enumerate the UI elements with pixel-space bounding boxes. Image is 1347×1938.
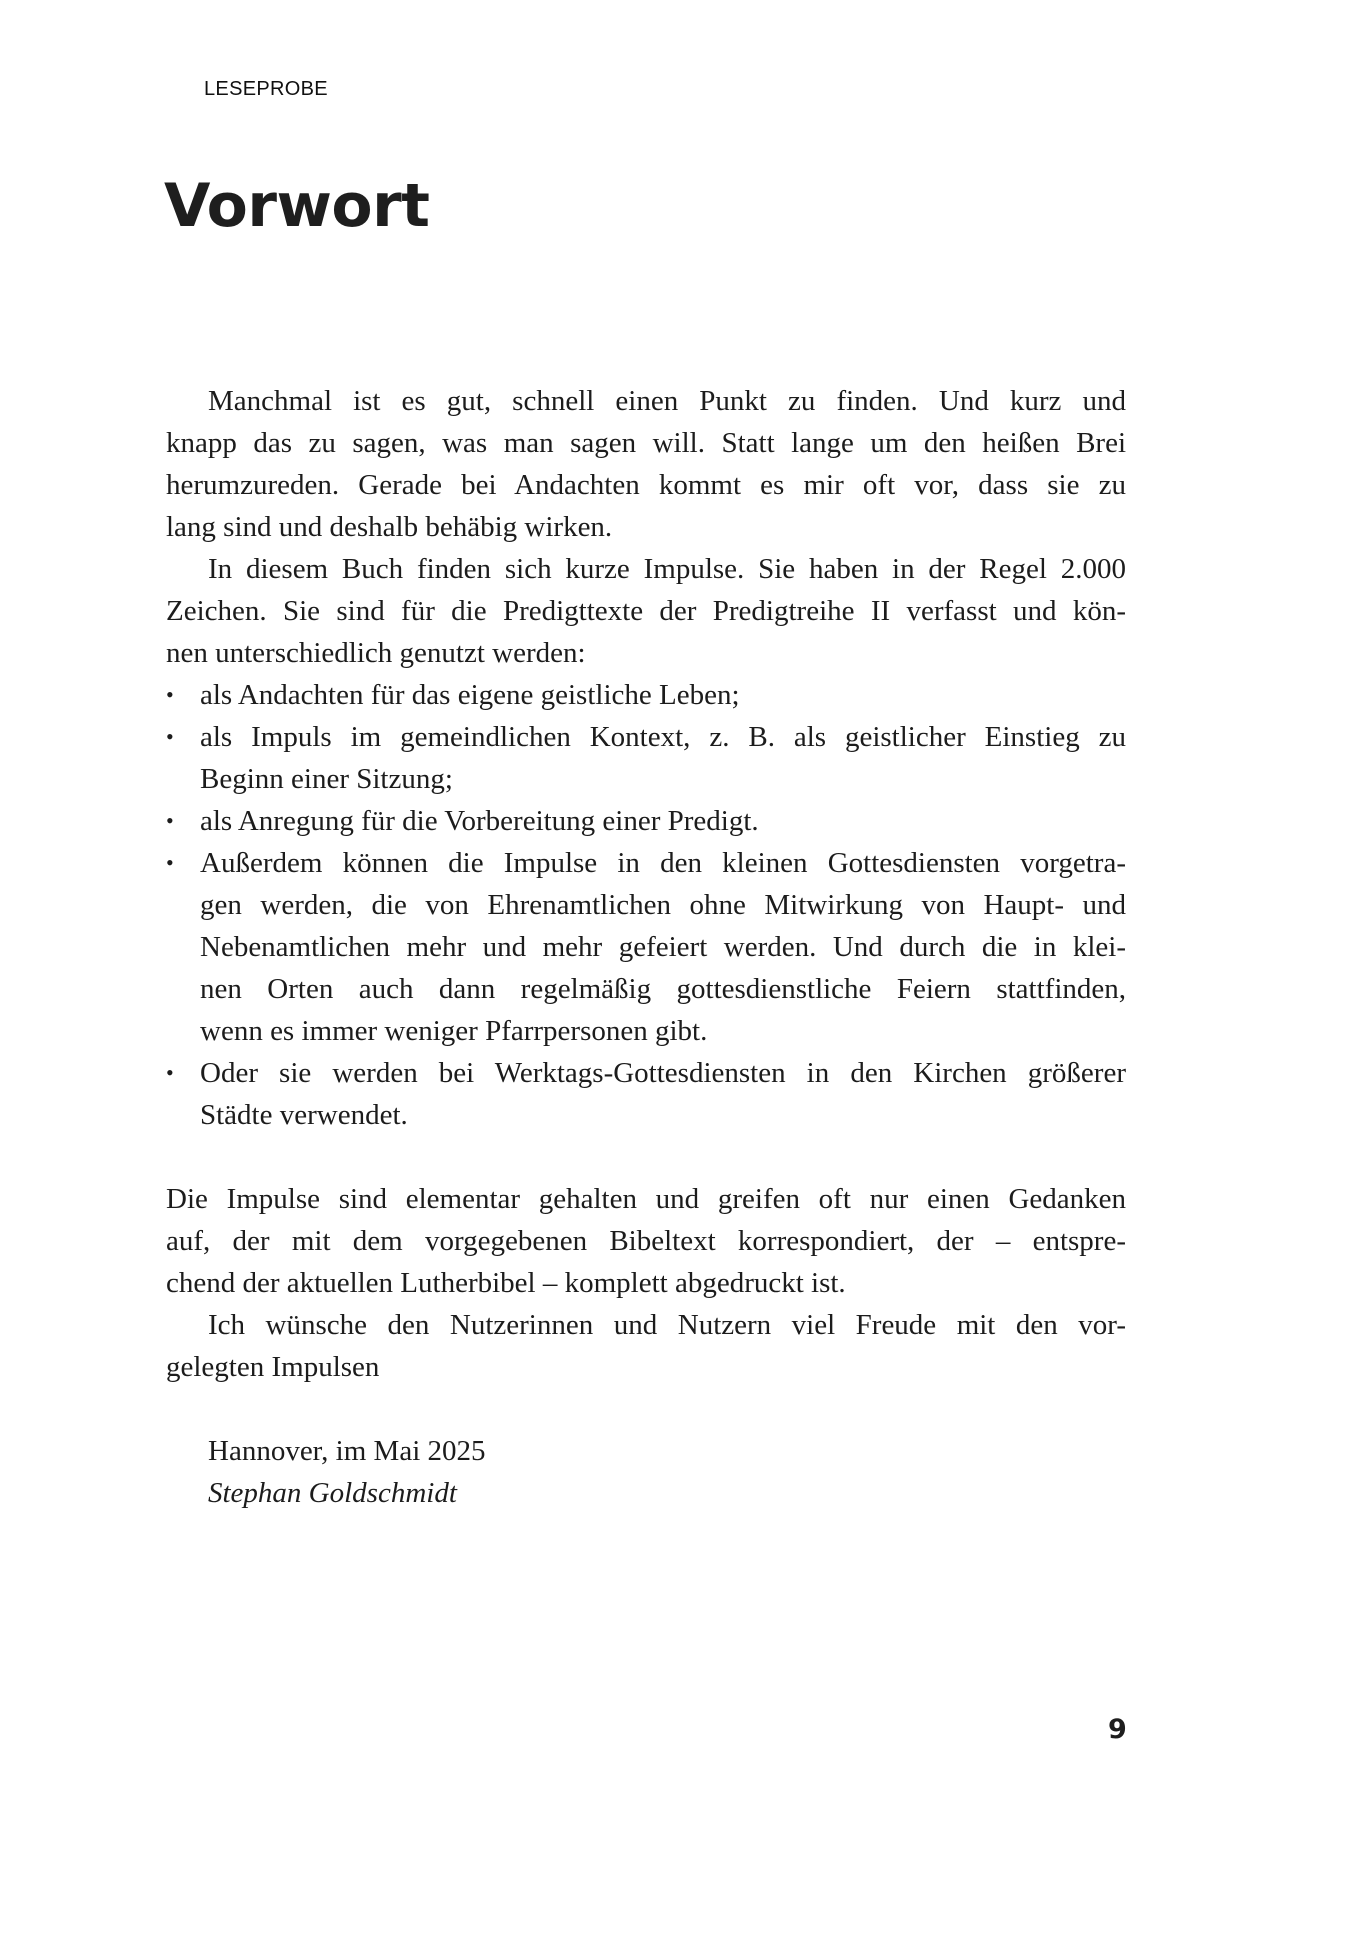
page-number: 9: [1108, 1714, 1127, 1745]
list-item: [166, 842, 1126, 1052]
chapter-title: Vorwort: [164, 171, 430, 241]
text-line: Zeichen. Sie sind für die Predigttexte der Predigtreihe II verfasst und kön-: [166, 595, 1126, 627]
bullet-icon: •: [166, 808, 174, 833]
bullet-icon: •: [166, 1060, 174, 1085]
text-line: Oder sie werden bei Werktags-Gottesdiensten in den Kirchen größerer: [200, 1057, 1126, 1089]
text-line: als Impuls im gemeindlichen Kontext, z. B. als geistlicher Einstieg zu: [200, 721, 1126, 753]
list-item: [166, 716, 1126, 800]
running-head: LESEPROBE: [204, 78, 328, 100]
spacer: [166, 1136, 1126, 1178]
text-line: als Anregung für die Vorbereitung einer Predigt.: [200, 805, 759, 837]
text-line: lang sind und deshalb behäbig wirken.: [166, 511, 613, 543]
text-line: gelegten Impulsen: [166, 1351, 380, 1383]
list-item: [166, 1052, 1126, 1136]
text-line: wenn es immer weniger Pfarrpersonen gibt.: [200, 1015, 708, 1047]
text-line: In diesem Buch finden sich kurze Impulse. Sie haben in der Regel 2.000: [208, 553, 1126, 585]
list-item: [166, 800, 1126, 842]
text-line: Manchmal ist es gut, schnell einen Punkt zu finden. Und kurz und: [208, 385, 1126, 417]
bullet-list: [166, 674, 1126, 1136]
paragraph-usage: [166, 548, 1126, 674]
paragraph-elementary: [166, 1178, 1126, 1304]
text-line: Städte verwendet.: [200, 1099, 408, 1131]
spacer: [166, 1388, 1126, 1430]
text-line: gen werden, die von Ehrenamtlichen ohne Mitwirkung von Haupt- und: [200, 889, 1126, 921]
text-line: Beginn einer Sitzung;: [200, 763, 453, 795]
bullet-icon: •: [166, 724, 174, 749]
text-line: Die Impulse sind elementar gehalten und greifen oft nur einen Gedanken: [166, 1183, 1126, 1215]
text-line: auf, der mit dem vorgegebenen Bibeltext korrespondiert, der – entspre-: [166, 1225, 1126, 1257]
author-name: Stephan Goldschmidt: [208, 1477, 457, 1509]
text-line: als Andachten für das eigene geistliche Leben;: [200, 679, 740, 711]
text-line: Ich wünsche den Nutzerinnen und Nutzern viel Freude mit den vor-: [208, 1309, 1126, 1341]
text-line: chend der aktuellen Lutherbibel – komplett abgedruckt ist.: [166, 1267, 846, 1299]
paragraph-intro: [166, 380, 1126, 548]
text-line: nen unterschiedlich genutzt werden:: [166, 637, 586, 669]
signature-block: [166, 1430, 1126, 1514]
list-item: [166, 674, 1126, 716]
place-date: Hannover, im Mai 2025: [208, 1435, 486, 1467]
text-line: herumzureden. Gerade bei Andachten kommt es mir oft vor, dass sie zu: [166, 469, 1126, 501]
text-line: knapp das zu sagen, was man sagen will. Statt lange um den heißen Brei: [166, 427, 1126, 459]
text-line: Außerdem können die Impulse in den kleinen Gottesdiensten vorgetra-: [200, 847, 1126, 879]
text-line: nen Orten auch dann regelmäßig gottesdienstliche Feiern stattfinden,: [200, 973, 1126, 1005]
bullet-icon: •: [166, 682, 174, 707]
paragraph-wish: [166, 1304, 1126, 1388]
bullet-icon: •: [166, 850, 174, 875]
text-line: Nebenamtlichen mehr und mehr gefeiert werden. Und durch die in klei-: [200, 931, 1126, 963]
body-text: [166, 380, 1126, 1514]
